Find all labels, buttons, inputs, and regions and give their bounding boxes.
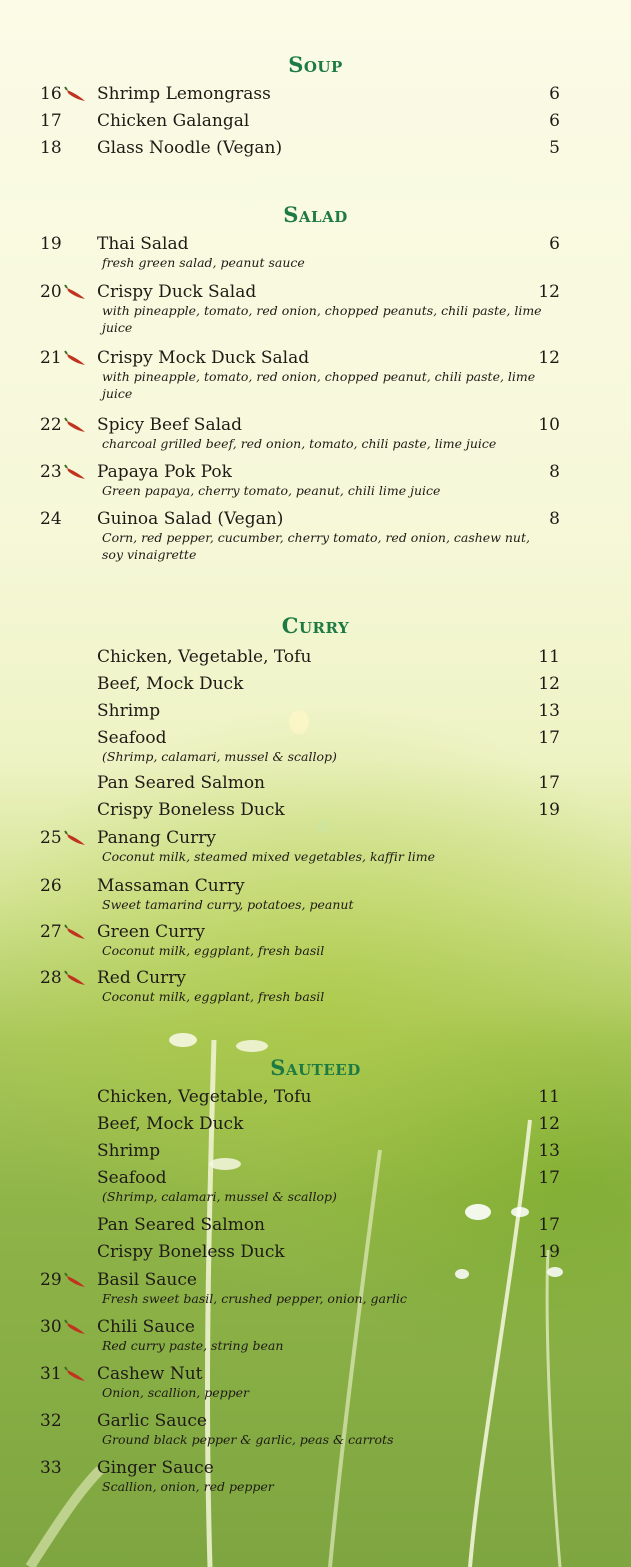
item-name: Chili Sauce [97,1317,195,1337]
item-description: fresh green salad, peanut sauce [102,255,305,270]
chili-pepper-icon [64,350,88,368]
item-name: Glass Noodle (Vegan) [97,138,283,158]
item-number: 19 [40,234,62,254]
item-number: 29 [40,1270,62,1290]
option-price: 11 [538,1087,560,1107]
item-number: 18 [40,138,62,158]
option-name: Shrimp [97,1141,161,1161]
section-title-sauteed: Sauteed [270,1055,361,1080]
item-name: Crispy Duck Salad [97,282,257,302]
item-price: 6 [549,111,560,131]
item-description: Scallion, onion, red pepper [102,1479,274,1494]
item-name: Thai Salad [97,234,189,254]
chili-pepper-icon [64,464,88,482]
item-name: Basil Sauce [97,1270,197,1290]
item-number: 31 [40,1364,62,1384]
item-description: Fresh sweet basil, crushed pepper, onion, garlic [102,1291,407,1306]
item-number: 25 [40,828,62,848]
item-description: Ground black pepper & garlic, peas & carrots [102,1432,394,1447]
item-number: 16 [40,84,62,104]
section-title-salad: Salad [283,202,348,227]
item-name: Massaman Curry [97,876,245,896]
item-price: 6 [549,84,560,104]
chili-pepper-icon [64,417,88,435]
option-name: Crispy Boneless Duck [97,1242,285,1262]
item-description: with pineapple, tomato, red onion, chopped peanut, chili paste, lime juice [102,369,536,401]
item-price: 8 [549,509,560,529]
item-name: Shrimp Lemongrass [97,84,271,104]
item-description: with pineapple, tomato, red onion, chopped peanuts, chili paste, lime juice [102,303,542,335]
item-price: 10 [538,415,560,435]
item-description: Red curry paste, string bean [102,1338,284,1353]
item-name: Chicken Galangal [97,111,250,131]
section-title-curry: Curry [281,613,350,638]
item-description: Onion, scallion, pepper [102,1385,249,1400]
item-price: 6 [549,234,560,254]
option-name: Chicken, Vegetable, Tofu [97,647,312,667]
item-name: Papaya Pok Pok [97,462,232,482]
item-description: Coconut milk, eggplant, fresh basil [102,989,325,1004]
option-name: Beef, Mock Duck [97,1114,244,1134]
item-number: 26 [40,876,62,896]
item-name: Panang Curry [97,828,216,848]
item-number: 17 [40,111,62,131]
option-name: Seafood [97,728,167,748]
item-name: Ginger Sauce [97,1458,214,1478]
item-name: Garlic Sauce [97,1411,207,1431]
option-price: 13 [538,701,560,721]
chili-pepper-icon [64,924,88,942]
item-price: 12 [538,282,560,302]
item-name: Crispy Mock Duck Salad [97,348,310,368]
option-price: 17 [538,1168,560,1188]
chili-pepper-icon [64,970,88,988]
option-price: 12 [538,674,560,694]
item-number: 22 [40,415,62,435]
item-number: 28 [40,968,62,988]
option-name: Chicken, Vegetable, Tofu [97,1087,312,1107]
option-name: Shrimp [97,701,161,721]
option-name: Pan Seared Salmon [97,1215,265,1235]
item-description: Coconut milk, steamed mixed vegetables, kaffir lime [102,849,436,864]
option-description: (Shrimp, calamari, mussel & scallop) [102,749,337,764]
item-number: 21 [40,348,62,368]
option-price: 17 [538,1215,560,1235]
option-price: 17 [538,728,560,748]
item-description: Coconut milk, eggplant, fresh basil [102,943,325,958]
item-name: Red Curry [97,968,186,988]
item-number: 23 [40,462,62,482]
chili-pepper-icon [64,830,88,848]
option-name: Beef, Mock Duck [97,674,244,694]
option-name: Crispy Boneless Duck [97,800,285,820]
option-price: 11 [538,647,560,667]
chili-pepper-icon [64,1319,88,1337]
chili-pepper-icon [64,284,88,302]
chili-pepper-icon [64,86,88,104]
item-number: 33 [40,1458,62,1478]
item-number: 27 [40,922,62,942]
chili-pepper-icon [64,1366,88,1384]
item-number: 20 [40,282,62,302]
item-number: 32 [40,1411,62,1431]
option-price: 13 [538,1141,560,1161]
option-price: 17 [538,773,560,793]
option-name: Pan Seared Salmon [97,773,265,793]
item-description: Sweet tamarind curry, potatoes, peanut [102,897,354,912]
item-name: Cashew Nut [97,1364,203,1384]
item-name: Spicy Beef Salad [97,415,243,435]
item-name: Guinoa Salad (Vegan) [97,509,284,529]
option-price: 19 [538,800,560,820]
item-description: charcoal grilled beef, red onion, tomato, chili paste, lime juice [102,436,497,451]
option-name: Seafood [97,1168,167,1188]
item-number: 24 [40,509,62,529]
item-price: 5 [549,138,560,158]
item-number: 30 [40,1317,62,1337]
item-price: 12 [538,348,560,368]
option-description: (Shrimp, calamari, mussel & scallop) [102,1189,337,1204]
option-price: 12 [538,1114,560,1134]
chili-pepper-icon [64,1272,88,1290]
section-title-soup: Soup [288,52,343,77]
item-description: Green papaya, cherry tomato, peanut, chili lime juice [102,483,441,498]
option-price: 19 [538,1242,560,1262]
item-description: Corn, red pepper, cucumber, cherry tomato, red onion, cashew nut, soy vinaigrette [102,530,530,562]
item-price: 8 [549,462,560,482]
item-name: Green Curry [97,922,205,942]
